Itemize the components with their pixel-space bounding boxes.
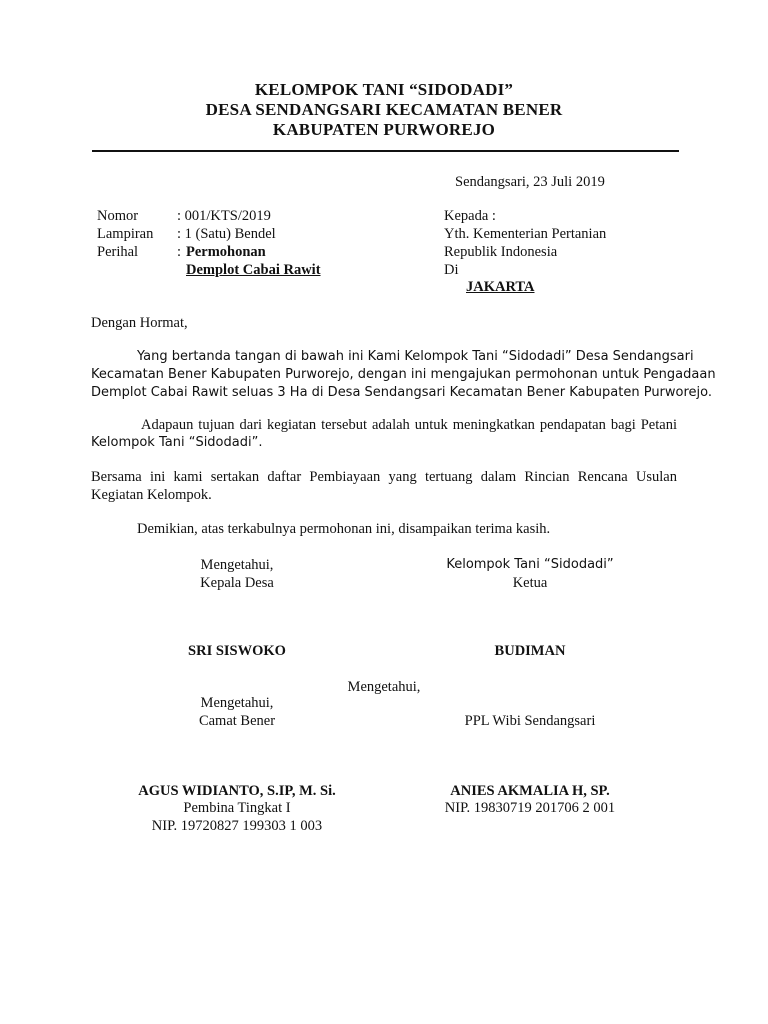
group-chair-title: Ketua bbox=[512, 575, 548, 591]
perihal-label: Perihal bbox=[97, 244, 139, 260]
recipient-city: JAKARTA bbox=[466, 279, 535, 295]
group-chair-group: Kelompok Tani “Sidodadi” bbox=[446, 557, 614, 572]
recipient-ministry: Yth. Kementerian Pertanian bbox=[444, 226, 607, 242]
salutation: Dengan Hormat, bbox=[91, 315, 188, 331]
body-paragraph-1-line2: Kecamatan Bener Kabupaten Purworejo, dengan ini mengajukan permohonan untuk Pengadaan bbox=[91, 367, 716, 382]
lampiran-value: : 1 (Satu) Bendel bbox=[177, 226, 276, 242]
perihal-value-line1: Permohonan bbox=[186, 244, 266, 260]
letterhead-regency: KABUPATEN PURWOREJO bbox=[272, 120, 496, 139]
camat-title: Camat Bener bbox=[198, 713, 276, 729]
recipient-di: Di bbox=[444, 262, 459, 278]
camat-acknowledge: Mengetahui, bbox=[200, 695, 274, 711]
perihal-colon: : bbox=[177, 244, 182, 260]
village-head-title: Kepala Desa bbox=[200, 575, 274, 591]
village-head-acknowledge: Mengetahui, bbox=[200, 557, 274, 573]
ppl-nip: NIP. 19830719 201706 2 001 bbox=[444, 800, 616, 816]
camat-nip: NIP. 19720827 199303 1 003 bbox=[151, 818, 323, 834]
nomor-value: : 001/KTS/2019 bbox=[177, 208, 271, 224]
letterhead-village: DESA SENDANGSARI KECAMATAN BENER bbox=[205, 100, 563, 119]
nomor-label: Nomor bbox=[97, 208, 139, 224]
middle-acknowledge: Mengetahui, bbox=[347, 679, 421, 695]
camat-rank: Pembina Tingkat I bbox=[183, 800, 291, 816]
body-paragraph-3-line1: Bersama ini kami sertakan daftar Pembiayaan yang tertuang dalam Rincian Rencana Usulan bbox=[91, 469, 677, 485]
lampiran-label: Lampiran bbox=[97, 226, 154, 242]
body-paragraph-2-line1: Adapaun tujuan dari kegiatan tersebut adalah untuk meningkatkan pendapatan bagi Petani bbox=[141, 417, 677, 433]
camat-name: AGUS WIDIANTO, S.IP, M. Si. bbox=[138, 783, 336, 799]
body-paragraph-1-line3: Demplot Cabai Rawit seluas 3 Ha di Desa Sendangsari Kecamatan Bener Kabupaten Purworejo. bbox=[91, 385, 713, 400]
ppl-title: PPL Wibi Sendangsari bbox=[464, 713, 596, 729]
village-head-name: SRI SISWOKO bbox=[188, 643, 286, 659]
ppl-name: ANIES AKMALIA H, SP. bbox=[450, 783, 610, 799]
letterhead-title: KELOMPOK TANI “SIDODADI” bbox=[254, 80, 514, 99]
closing-sentence: Demikian, atas terkabulnya permohonan ini, disampaikan terima kasih. bbox=[137, 521, 551, 537]
letterhead-divider bbox=[92, 150, 679, 152]
body-paragraph-1-line1: Yang bertanda tangan di bawah ini Kami Kelompok Tani “Sidodadi” Desa Sendangsari bbox=[137, 349, 694, 364]
place-date: Sendangsari, 23 Juli 2019 bbox=[455, 174, 605, 190]
perihal-value-line2: Demplot Cabai Rawit bbox=[186, 262, 321, 278]
body-paragraph-2-line2: Kelompok Tani “Sidodadi”. bbox=[91, 435, 263, 450]
group-chair-name: BUDIMAN bbox=[494, 643, 566, 659]
recipient-country: Republik Indonesia bbox=[444, 244, 558, 260]
recipient-kepada: Kepada : bbox=[444, 208, 496, 224]
body-paragraph-3-line2: Kegiatan Kelompok. bbox=[91, 487, 212, 503]
